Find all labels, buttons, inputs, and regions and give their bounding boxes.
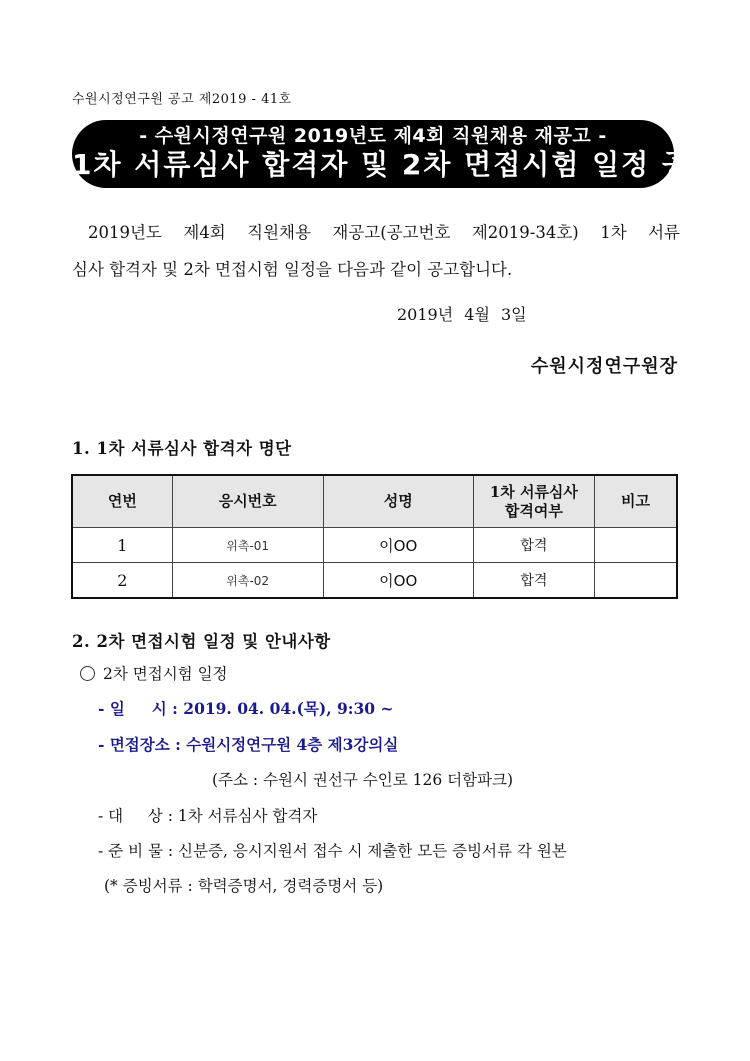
item-materials-label: - 준 비 물 [98, 842, 163, 860]
item-materials [98, 839, 567, 861]
banner-title: 1차 서류심사 합격자 및 2차 면접시험 일정 공고 [72, 148, 721, 181]
circle-bullet-icon [80, 666, 95, 681]
passer-table [71, 474, 678, 599]
table-row [72, 528, 677, 563]
cell-result: 합격 [473, 528, 594, 563]
intro-line-1: 2019년도 제4회 직원채용 재공고(공고번호 제2019-34호) 1차 서류 [88, 223, 680, 242]
col-header-applicant-id: 응시번호 [172, 475, 323, 528]
cell-number: 2 [72, 563, 172, 599]
col-header-remarks: 비고 [595, 475, 677, 528]
item-materials-value: : 신분증, 응시지원서 접수 시 제출한 모든 증빙서류 각 원본 [167, 842, 567, 860]
col-header-result-line2: 합격여부 [504, 501, 563, 520]
signer: 수원시정연구원장 [530, 356, 678, 377]
notice-number: 수원시정연구원 공고 제2019 - 41호 [72, 92, 292, 107]
col-header-result-line1: 1차 서류심사 [489, 482, 578, 501]
cell-remarks [595, 563, 677, 599]
item-datetime [98, 697, 393, 719]
item-datetime-value: : 2019. 04. 04.(목), 9:30 ~ [172, 699, 394, 718]
notice-date: 2019년 4월 3일 [397, 305, 527, 324]
banner-subtitle: - 수원시정연구원 2019년도 제4회 직원채용 재공고 - [139, 125, 607, 147]
cell-name: 이OO [323, 563, 473, 599]
item-venue [98, 733, 398, 755]
documents-note: (* 증빙서류 : 학력증명서, 경력증명서 등) [104, 877, 384, 895]
col-header-name: 성명 [323, 475, 473, 528]
item-venue-value: : 수원시정연구원 4층 제3강의실 [175, 735, 399, 754]
section-2-title: 2. 2차 면접시험 일정 및 안내사항 [72, 632, 331, 651]
item-target-value: : 1차 서류심사 합격자 [167, 807, 318, 825]
col-header-result [473, 475, 594, 528]
item-datetime-label: - 일 시 [98, 699, 167, 718]
col-header-number: 연번 [72, 475, 172, 528]
item-venue-label: - 면접장소 [98, 735, 170, 754]
bullet-label: 2차 면접시험 일정 [103, 665, 228, 683]
table-row [72, 563, 677, 599]
item-target-label: - 대 상 [98, 807, 163, 825]
cell-applicant-id: 위촉-02 [172, 563, 323, 599]
cell-name: 이OO [323, 528, 473, 563]
intro-line-2: 심사 합격자 및 2차 면접시험 일정을 다음과 같이 공고합니다. [72, 260, 513, 279]
interview-schedule-bullet [80, 662, 228, 684]
cell-applicant-id: 위촉-01 [172, 528, 323, 563]
item-target [98, 804, 317, 826]
cell-result: 합격 [473, 563, 594, 599]
section-1-title: 1. 1차 서류심사 합격자 명단 [72, 439, 292, 458]
table-header-row [72, 475, 677, 528]
venue-address: (주소 : 수원시 권선구 수인로 126 더함파크) [212, 771, 514, 789]
cell-number: 1 [72, 528, 172, 563]
cell-remarks [595, 528, 677, 563]
title-banner [72, 120, 721, 188]
intro-paragraph [72, 214, 680, 288]
